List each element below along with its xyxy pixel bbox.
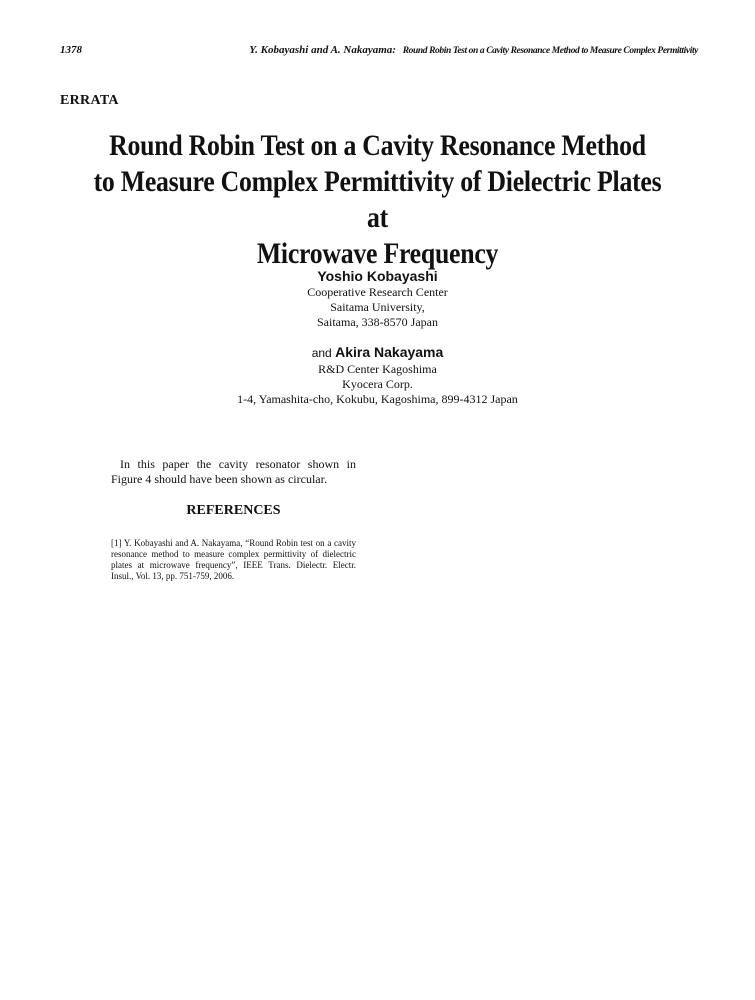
author-block-2 — [0, 343, 755, 407]
running-header-title: Round Robin Test on a Cavity Resonance Method to Measure Complex Permittivity — [402, 46, 698, 56]
paper-title — [87, 128, 668, 272]
section-label: ERRATA — [60, 93, 119, 108]
title-line: Microwave Frequency — [256, 237, 499, 270]
author-block-1 — [0, 267, 755, 330]
affiliation-line: Cooperative Research Center — [307, 285, 448, 299]
page-number: 1378 — [60, 44, 82, 56]
author-name-line — [0, 343, 755, 362]
erratum-body-text: In this paper the cavity resonator shown in Figure 4 should have been shown as circular. — [111, 457, 356, 486]
title-line: to Measure Complex Permittivity of Dielectric Plates at — [93, 165, 662, 234]
author-name: Akira Nakayama — [335, 344, 444, 360]
author-name: Yoshio Kobayashi — [317, 268, 438, 284]
affiliation-line: Saitama, 338-8570 Japan — [317, 315, 438, 329]
author-conjunction: and — [311, 346, 332, 360]
affiliation-line: 1-4, Yamashita-cho, Kokubu, Kagoshima, 899-4312 Japan — [237, 392, 518, 406]
running-header-text — [249, 44, 698, 56]
references-heading: REFERENCES — [186, 503, 281, 518]
affiliation-line: Saitama University, — [330, 300, 425, 314]
reference-entry: [1] Y. Kobayashi and A. Nakayama, “Round Robin test on a cavity resonance method to measure complex permittivity of dielectric plates at microwave frequency”, IEEE Trans. Dielectr. Electr. Insul., Vol. 13, pp. 751-759, 2006. — [111, 538, 356, 581]
title-line: Round Robin Test on a Cavity Resonance Method — [109, 129, 646, 162]
affiliation-line: R&D Center Kagoshima — [318, 362, 437, 376]
affiliation-line: Kyocera Corp. — [342, 377, 413, 391]
running-header-authors: Y. Kobayashi and A. Nakayama: — [249, 44, 396, 56]
